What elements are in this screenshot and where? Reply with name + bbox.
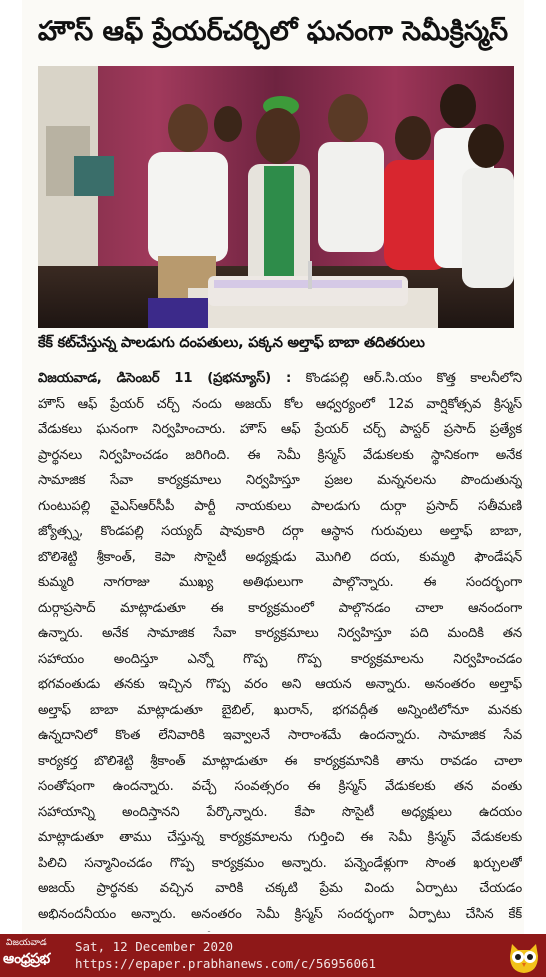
article-line: సహాయం అందిస్తూ ఎన్నో గొప్ప గొప్ప కార్యక్రమాలను నిర్వహించడం <box>38 651 522 667</box>
article-line: దుర్గాప్రసాద్ మాట్లాడుతూ ఈ కార్యక్రమంలో పాల్గొనడం చాలా ఆనందంగా <box>38 600 522 616</box>
article-line: అజయ్ ప్రార్థనకు వచ్చిన వారికి చక్కటి ప్రేమ విందు ఏర్పాటు చేయడం <box>38 881 522 896</box>
article-line-text: కొండపల్లి ఆర్.సి.యం కొత్త కాలనీలోని <box>305 371 522 386</box>
article-line: మాట్లాడుతూ తాము చేస్తున్న కార్యక్రమాలను గుర్తించి ఈ సెమీ క్రిస్మస్ వేడుకలకు <box>38 830 522 845</box>
article-line: ప్రార్థనలు నిర్వహించడం జరిగింది. ఈ సెమీ క్రిస్మస్ వేడుకలకు స్థానికంగా అనేక <box>38 447 522 463</box>
article-line: సంతోషంగా ఉందన్నారు. వచ్చే సంవత్సరం ఈ క్రిస్మస్ వేడుకలకు తన వంతు <box>38 779 522 794</box>
owl-mascot-icon <box>504 936 544 976</box>
article-line: కార్యకర్త బొలిశెట్టి శ్రీకాంత్ మాట్లాడుతూ ఈ కార్యక్రమానికి తాను రావడం చాలా <box>38 753 522 769</box>
photo-caption: కేక్ కట్‌చేస్తున్న పాలడుగు దంపతులు, పక్కన అల్తాఫ్ బాబా తదితరులు <box>38 335 425 351</box>
publication-date: Sat, 12 December 2020 <box>75 939 234 954</box>
article-line: హౌస్ ఆఫ్ ప్రేయర్ చర్చ్ నందు అజయ్ కోల ఆధ్వర్యంలో 12వ వార్షికోత్సవ క్రిస్మస్ <box>38 396 522 412</box>
article-headline: హౌస్ ఆఫ్ ప్రేయర్‌చర్చిలో ఘనంగా సెమీక్రిస్మస్ <box>37 16 509 47</box>
article-line: అభినందనీయం అన్నారు. అనంతరం సెమీ క్రిస్మస్ సందర్భంగా ఏర్పాటు చేసిన కేక్ <box>38 906 522 922</box>
article-line: సహాయాన్ని అందిస్తానని పేర్కొన్నారు. కేపా సొసైటీ అధ్యక్షులు ఉదయం <box>38 804 522 820</box>
publisher-logo[interactable] <box>3 937 65 974</box>
article-line: బొలిశెట్టి శ్రీకాంత్, కెపా సొసైటీ అధ్యక్షుడు మొగిలి దయ, కుమ్మరి ఫౌండేషన్ <box>38 549 522 565</box>
article-line: ఉన్నదానిలో కొంత లేనివారికి ఇవ్వాలనే సారాంశమే ఉందన్నారు. సామాజిక సేవ <box>38 728 522 743</box>
cake-cutting-photo <box>38 66 514 328</box>
article-line <box>38 366 522 392</box>
article-line: అల్తాఫ్ బాబా మాట్లాడుతూ బైబిల్, ఖురాన్, భగవద్గీత అన్నింటిలోనూ మనకు <box>38 702 522 718</box>
article-line: భగవంతుడు తనకు ఇచ్చిన గొప్ప వరం అని ఆయన అన్నారు. అనంతరం అల్తాఫ్ <box>38 677 522 692</box>
article-line <box>38 927 522 932</box>
article-line: జ్యోత్స్న, కొండపల్లి సయ్యద్ షావుకారి దర్గా ఆస్థాన గురువులు అల్తాఫ్ బాబా, <box>38 524 522 539</box>
article-url-link[interactable]: https://epaper.prabhanews.com/c/56956061 <box>75 956 377 971</box>
article-body <box>38 366 522 932</box>
dateline: విజయవాడ, డిసెంబర్ 11 (ప్రభన్యూస్) : <box>38 371 292 386</box>
article-line: పిలిచి సన్మానించడం గొప్ప కార్యక్రమం అన్నారు. పన్నెండేళ్లుగా సొంత ఖర్చులతో <box>38 855 522 871</box>
article-line: ఉన్నారు. అనేక సామాజిక సేవా కార్యక్రమాలు నిర్వహిస్తూ పది మందికి తన <box>38 626 522 641</box>
logo-edition: విజయవాడ <box>6 938 47 948</box>
epaper-footer <box>0 934 546 977</box>
article-line: కుమ్మరి నాగరాజు ముఖ్య అతిథులుగా పాల్గొన్నారు. ఈ సందర్భంగా <box>38 575 522 590</box>
article-line: సామాజిక సేవా కార్యక్రమాలు నిర్వహిస్తూ ప్రజల మన్ననలను పొందుతున్న <box>38 473 522 488</box>
logo-title: ఆంధ్రప్రభ <box>3 951 50 967</box>
article-line: వేడుకలు ఘనంగా నిర్వహించారు. హౌస్ ఆఫ్ ప్రేయర్ చర్చ్ పాస్టర్ ప్రసాద్ ప్రత్యేక <box>38 422 522 437</box>
article-line: గుంటుపల్లి వైఎస్ఆర్‌సీపీ పార్టీ నాయకులు పాలడుగు దుర్గా ప్రసాద్ సతీమణి <box>38 498 522 514</box>
article-photo <box>38 66 514 328</box>
